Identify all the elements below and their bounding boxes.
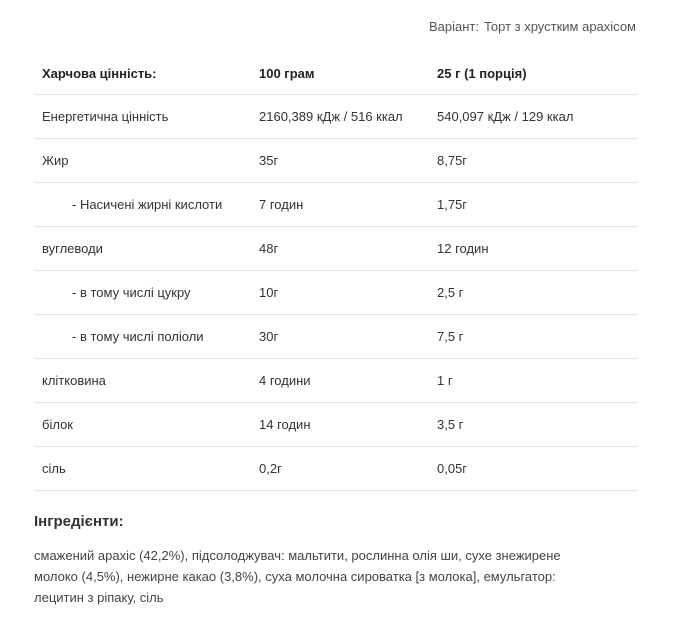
- nutrient-per-serving: 1 г: [437, 373, 453, 388]
- nutrient-per-serving: 8,75г: [437, 153, 468, 168]
- nutrient-per-serving: 2,5 г: [437, 285, 464, 300]
- ingredients-line-2: молоко (4,5%), нежирне какао (3,8%), суха молочна сироватка [з молока], емульгатор:: [34, 569, 556, 584]
- nutrient-name: - в тому числі поліоли: [72, 329, 204, 344]
- nutrient-per-serving: 1,75г: [437, 197, 468, 212]
- nutrient-per-serving: 3,5 г: [437, 417, 464, 432]
- nutrient-per-100g: 0,2г: [259, 461, 282, 476]
- nutrient-per-serving: 0,05г: [437, 461, 468, 476]
- nutrient-per-serving: 12 годин: [437, 241, 489, 256]
- header-nutrition-value: Харчова цінність:: [42, 65, 157, 81]
- nutrient-name: - Насичені жирні кислоти: [72, 197, 223, 212]
- table-row-fat: [34, 139, 638, 183]
- table-row-salt: [34, 447, 638, 491]
- nutrient-name: - в тому числі цукру: [72, 285, 191, 300]
- table-row-carbohydrates: [34, 227, 638, 271]
- table-row-fiber: [34, 359, 638, 403]
- table-row-polyols: [34, 315, 638, 359]
- variant-value: Торт з хрустким арахісом: [483, 19, 636, 34]
- table-row-sugars: [34, 271, 638, 315]
- header-per-100g: 100 грам: [259, 65, 315, 81]
- nutrient-per-100g: 30г: [259, 329, 279, 344]
- nutrient-name: сіль: [42, 461, 66, 476]
- nutrient-per-100g: 2160,389 кДж / 516 ккал: [259, 109, 403, 124]
- nutrient-per-100g: 48г: [259, 241, 279, 256]
- nutrient-per-100g: 10г: [259, 285, 279, 300]
- nutrient-per-100g: 35г: [259, 153, 279, 168]
- header-per-serving: 25 г (1 порція): [437, 65, 527, 81]
- nutrient-name: клітковина: [42, 373, 106, 388]
- nutrient-per-serving: 540,097 кДж / 129 ккал: [437, 109, 574, 124]
- table-row-saturated-fat: [34, 183, 638, 227]
- ingredients-line-3: лецитин з ріпаку, сіль: [34, 590, 164, 605]
- nutrition-header-row: [34, 52, 638, 95]
- nutrient-per-100g: 4 години: [259, 373, 311, 388]
- nutrient-name: Енергетична цінність: [42, 109, 169, 124]
- variant-selector: [429, 19, 636, 34]
- ingredients-text: [34, 545, 644, 608]
- ingredients-line-1: смажений арахіс (42,2%), підсолоджувач: мальтити, рослинна олія ши, сухе знежирене: [34, 548, 561, 563]
- variant-label: Варіант:: [428, 19, 479, 34]
- nutrition-table: [34, 52, 638, 491]
- nutrient-per-100g: 7 годин: [259, 197, 304, 212]
- table-row-energy: [34, 95, 638, 139]
- nutrient-name: Жир: [42, 153, 69, 168]
- ingredients-heading: Інгредієнти:: [34, 513, 124, 530]
- nutrient-name: вуглеводи: [42, 241, 103, 256]
- table-row-protein: [34, 403, 638, 447]
- nutrient-per-serving: 7,5 г: [437, 329, 464, 344]
- nutrient-name: білок: [42, 417, 73, 432]
- nutrient-per-100g: 14 годин: [259, 417, 311, 432]
